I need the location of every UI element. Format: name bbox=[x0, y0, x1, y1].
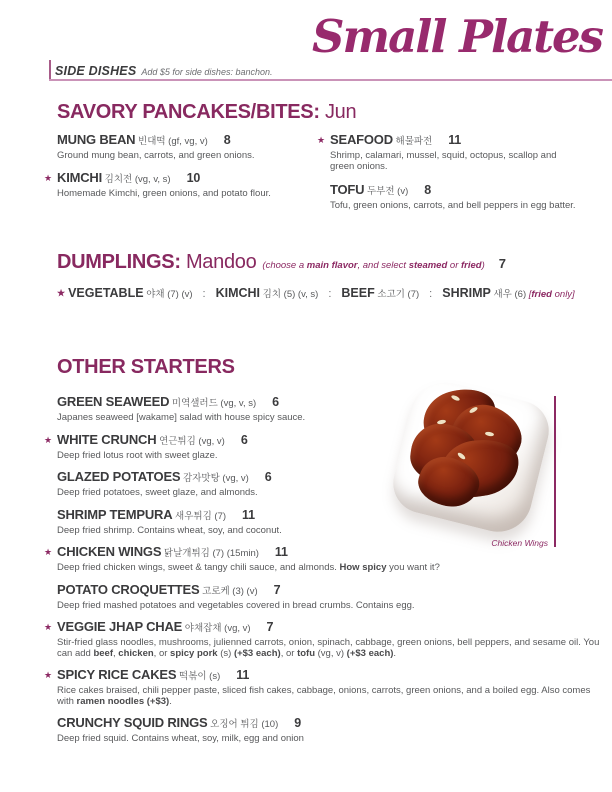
item-tags: (vg, v, s) bbox=[217, 398, 257, 409]
item-name: SPICY RICE CAKES bbox=[57, 667, 177, 682]
header-divider-line bbox=[49, 79, 612, 81]
item-line bbox=[57, 133, 330, 149]
menu-item bbox=[317, 132, 600, 172]
item-tags: (3) (v) bbox=[229, 585, 258, 597]
item-price: 9 bbox=[294, 716, 302, 730]
side-dishes-tick bbox=[49, 60, 51, 79]
item-name: MUNG BEAN bbox=[57, 132, 136, 147]
item-line bbox=[330, 133, 600, 149]
star-icon: ★ bbox=[44, 547, 53, 557]
item-line bbox=[330, 183, 600, 199]
item-line bbox=[57, 583, 602, 599]
item-tags: (v) bbox=[394, 186, 409, 197]
savory-columns bbox=[44, 132, 602, 221]
menu-item bbox=[330, 183, 600, 212]
item-name: KIMCHI bbox=[57, 169, 103, 185]
item-korean: 야채잡채 bbox=[182, 623, 222, 634]
menu-item bbox=[57, 583, 602, 612]
item-korean: 닭날개튀김 bbox=[161, 548, 210, 559]
flavor-name: SHRIMP bbox=[442, 286, 491, 300]
dumplings-note: (choose a main flavor, and select steamed or fried) bbox=[262, 260, 485, 271]
savory-heading-colon: : bbox=[313, 101, 325, 123]
item-name: CRUNCHY SQUID RINGS bbox=[57, 715, 208, 730]
item-korean: 해물파전 bbox=[392, 136, 433, 147]
item-tags: (7) bbox=[211, 510, 227, 522]
item-desc: Rice cakes braised, chili pepper paste, sliced fish cakes, cabbage, onions, carrots, green onions, and a boiled egg. Also comes with ramen noodles (+$3). bbox=[57, 685, 591, 707]
dumplings-heading bbox=[57, 251, 602, 274]
savory-left-column bbox=[44, 132, 330, 221]
item-price: 6 bbox=[240, 432, 248, 447]
dumplings-heading-colon: : bbox=[174, 251, 186, 273]
menu-item bbox=[57, 716, 602, 745]
item-line bbox=[57, 620, 602, 636]
menu-item bbox=[44, 667, 602, 707]
menu-item bbox=[44, 619, 602, 659]
item-name: WHITE CRUNCH bbox=[57, 431, 157, 447]
flavor-separator: : bbox=[429, 288, 433, 300]
flavor-tags: (5) (v, s) bbox=[281, 289, 319, 300]
photo-divider-line bbox=[554, 396, 556, 547]
item-price: 6 bbox=[264, 470, 272, 484]
item-name: TOFU bbox=[330, 182, 365, 197]
item-price: 6 bbox=[272, 395, 279, 409]
item-tags: (s) bbox=[206, 671, 221, 682]
flavor-separator: : bbox=[328, 288, 332, 300]
item-line bbox=[57, 716, 602, 732]
flavor-item bbox=[216, 286, 319, 300]
item-korean: 오징어 튀김 bbox=[207, 719, 259, 730]
item-price: 8 bbox=[223, 133, 231, 147]
menu-item bbox=[44, 169, 330, 200]
item-name: CHICKEN WINGS bbox=[57, 544, 162, 559]
item-desc: Deep fried lotus root with sweet glaze. bbox=[57, 449, 218, 461]
flavor-tags: (7) bbox=[404, 289, 420, 300]
flavor-korean: 김치 bbox=[260, 289, 282, 300]
item-desc: Deep fried chicken wings, sweet & tangy chili sauce, and almonds. How spicy you want it? bbox=[57, 562, 440, 573]
dumplings-flavors bbox=[57, 286, 602, 300]
item-tags: (gf, vg, v) bbox=[165, 136, 208, 147]
savory-heading-sub: Jun bbox=[324, 101, 357, 123]
item-price: 11 bbox=[242, 507, 255, 522]
section-savory-pancakes bbox=[44, 101, 602, 221]
flavor-name: BEEF bbox=[341, 286, 375, 300]
item-korean: 연근튀김 bbox=[156, 435, 196, 447]
item-price: 10 bbox=[186, 170, 201, 185]
item-desc: Deep fried shrimp. Contains wheat, soy, and coconut. bbox=[57, 524, 282, 536]
item-line bbox=[57, 171, 330, 187]
star-icon: ★ bbox=[317, 135, 326, 145]
item-korean: 고로케 bbox=[199, 585, 230, 597]
item-desc: Deep fried squid. Contains wheat, soy, milk, egg and onion bbox=[57, 733, 304, 744]
item-name: GLAZED POTATOES bbox=[57, 469, 181, 484]
item-price: 11 bbox=[448, 133, 462, 147]
item-name: GREEN SEAWEED bbox=[57, 394, 170, 409]
item-desc: Stir-fried glass noodles, mushrooms, julienned carrots, onion, spinach, cabbage, green onions, bell peppers, and sesame oil. You can add beef, chicken, or spicy pork (s) (+$3 each), or tofu (vg, v) (+$3 each). bbox=[57, 637, 600, 659]
item-name: VEGGIE JHAP CHAE bbox=[57, 619, 183, 634]
flavor-item bbox=[341, 286, 419, 300]
item-line bbox=[57, 668, 602, 684]
item-name: SEAFOOD bbox=[330, 132, 393, 147]
flavor-item bbox=[57, 286, 193, 300]
page-title: Small Plates bbox=[312, 10, 602, 63]
item-price: 11 bbox=[236, 668, 250, 682]
item-desc: Shrimp, calamari, mussel, squid, octopus, scallop and green onions. bbox=[330, 150, 557, 172]
item-price: 11 bbox=[274, 545, 288, 559]
item-korean: 떡볶이 bbox=[176, 671, 207, 682]
star-icon: ★ bbox=[44, 622, 53, 632]
item-name: POTATO CROQUETTES bbox=[57, 581, 200, 597]
flavor-separator: : bbox=[202, 288, 206, 300]
section-dumplings bbox=[57, 251, 602, 300]
savory-heading-main: SAVORY PANCAKES/BITES bbox=[57, 101, 314, 123]
item-korean: 빈대떡 bbox=[135, 136, 166, 147]
savory-heading bbox=[57, 101, 602, 124]
item-korean: 두부전 bbox=[364, 186, 395, 197]
item-tags: (vg, v) bbox=[221, 623, 251, 634]
item-tags: (7) (15min) bbox=[209, 548, 259, 559]
item-price: 8 bbox=[424, 183, 432, 197]
flavor-note: [fried only] bbox=[528, 289, 575, 300]
star-icon: ★ bbox=[44, 172, 53, 183]
flavor-korean: 소고기 bbox=[374, 289, 405, 300]
side-dishes-note: Add $5 for side dishes: banchon. bbox=[141, 67, 273, 77]
side-dishes-label: SIDE DISHES bbox=[55, 64, 137, 78]
item-desc: Ground mung bean, carrots, and green onions. bbox=[57, 150, 255, 161]
star-icon: ★ bbox=[44, 670, 53, 680]
flavor-tags: (7) (v) bbox=[164, 289, 193, 300]
savory-right-column bbox=[317, 132, 600, 221]
flavor-korean: 야채 bbox=[143, 289, 165, 300]
chicken-wings-photo bbox=[393, 362, 557, 554]
item-tags: (10) bbox=[258, 719, 279, 730]
flavor-korean: 새우 bbox=[490, 289, 512, 300]
item-desc: Tofu, green onions, carrots, and bell peppers in egg batter. bbox=[330, 200, 576, 211]
item-desc: Deep fried potatoes, sweet glaze, and almonds. bbox=[57, 487, 258, 498]
item-desc: Homemade Kimchi, green onions, and potato flour. bbox=[57, 187, 271, 199]
item-korean: 미역샐러드 bbox=[169, 398, 218, 409]
dumplings-heading-sub: Mandoo bbox=[185, 251, 257, 273]
side-dishes-banner bbox=[55, 62, 272, 80]
flavor-name: KIMCHI bbox=[215, 286, 261, 300]
menu-item bbox=[57, 133, 330, 162]
item-korean: 김치전 bbox=[102, 173, 133, 185]
flavor-name: VEGETABLE bbox=[68, 286, 144, 300]
item-desc: Japanes seaweed [wakame] salad with house spicy sauce. bbox=[57, 412, 306, 423]
flavor-tags: (6) bbox=[511, 289, 527, 300]
item-name: SHRIMP TEMPURA bbox=[57, 506, 173, 522]
flavor-item bbox=[442, 286, 574, 300]
item-tags: (vg, v, s) bbox=[132, 173, 171, 185]
dumplings-heading-main: DUMPLINGS bbox=[57, 251, 175, 273]
star-icon: ★ bbox=[44, 434, 53, 445]
item-tags: (vg, v) bbox=[219, 473, 249, 484]
item-korean: 감자맛탕 bbox=[180, 473, 220, 484]
item-tags: (vg, v) bbox=[195, 435, 225, 447]
item-korean: 새우튀김 bbox=[172, 510, 212, 522]
item-price: 7 bbox=[273, 582, 281, 597]
item-desc: Deep fried mashed potatoes and vegetables covered in bread crumbs. Contains egg. bbox=[57, 599, 415, 611]
starters-heading: OTHER STARTERS bbox=[57, 356, 235, 378]
photo-caption: Chicken Wings bbox=[491, 538, 548, 548]
dumplings-price: 7 bbox=[498, 256, 506, 271]
star-icon: ★ bbox=[57, 288, 66, 298]
item-price: 7 bbox=[266, 620, 274, 634]
